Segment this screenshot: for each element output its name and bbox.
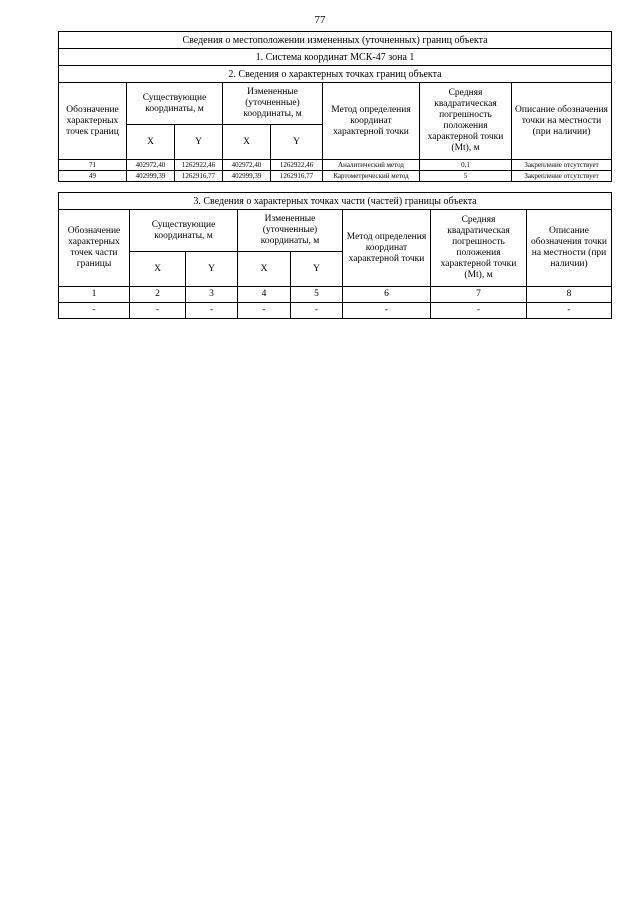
- header-changed-coordinates: Измененные (уточненные) координаты, м: [223, 83, 323, 125]
- column-number: 4: [238, 287, 291, 303]
- cell-empty: -: [59, 303, 130, 319]
- cell-changed-y: 1262916,77: [271, 171, 323, 182]
- cell-changed-y: 1262922,46: [271, 160, 323, 171]
- section-2-title: 2. Сведения о характерных точках границ объекта: [59, 66, 612, 83]
- cell-method: Картометрический метод: [323, 171, 420, 182]
- header-description: Описание обозначения точки на местности (при наличии): [527, 210, 612, 287]
- header-changed-x: X: [223, 125, 271, 160]
- cell-empty: -: [186, 303, 238, 319]
- header-designation: Обозначение характерных точек границ: [59, 83, 127, 160]
- column-number: 8: [527, 287, 612, 303]
- column-number: 7: [431, 287, 527, 303]
- header-existing-y: Y: [186, 252, 238, 287]
- header-changed-y: Y: [291, 252, 343, 287]
- table-row: [59, 303, 612, 319]
- table-row: [59, 160, 612, 171]
- cell-existing-x: 402999,39: [127, 171, 175, 182]
- coordinate-system-row: 1. Система координат МСК-47 зона 1: [59, 49, 612, 66]
- cell-description: Закрепление отсутствует: [512, 160, 612, 171]
- cell-existing-y: 1262916,77: [175, 171, 223, 182]
- header-error: Средняя квадратическая погрешность положения характерной точки (Mt), м: [431, 210, 527, 287]
- header-method: Метод определения координат характерной точки: [323, 83, 420, 160]
- cell-error: 5: [420, 171, 512, 182]
- boundary-part-points-table: [58, 192, 612, 319]
- cell-designation: 49: [59, 171, 127, 182]
- cell-empty: -: [431, 303, 527, 319]
- header-existing-coordinates: Существующие координаты, м: [127, 83, 223, 125]
- cell-changed-x: 402972,40: [223, 160, 271, 171]
- cell-designation: 71: [59, 160, 127, 171]
- cell-changed-x: 402999,39: [223, 171, 271, 182]
- cell-method: Аналитический метод: [323, 160, 420, 171]
- header-error: Средняя квадратическая погрешность положения характерной точки (Mt), м: [420, 83, 512, 160]
- cell-description: Закрепление отсутствует: [512, 171, 612, 182]
- cell-existing-x: 402972,40: [127, 160, 175, 171]
- column-number: 5: [291, 287, 343, 303]
- column-number: 3: [186, 287, 238, 303]
- boundary-points-table: [58, 31, 612, 182]
- table-row: [59, 171, 612, 182]
- section-3-title: 3. Сведения о характерных точках части (частей) границы объекта: [59, 193, 612, 210]
- cell-empty: -: [343, 303, 431, 319]
- header-existing-coordinates: Существующие координаты, м: [130, 210, 238, 252]
- cell-empty: -: [527, 303, 612, 319]
- header-description: Описание обозначения точки на местности (при наличии): [512, 83, 612, 160]
- cell-empty: -: [238, 303, 291, 319]
- column-number: 2: [130, 287, 186, 303]
- cell-error: 0,1: [420, 160, 512, 171]
- header-existing-y: Y: [175, 125, 223, 160]
- column-numbers-row: [59, 287, 612, 303]
- header-changed-y: Y: [271, 125, 323, 160]
- column-number: 1: [59, 287, 130, 303]
- header-existing-x: X: [127, 125, 175, 160]
- page-number: 77: [314, 14, 326, 26]
- header-changed-x: X: [238, 252, 291, 287]
- header-designation: Обозначение характерных точек части границы: [59, 210, 130, 287]
- cell-empty: -: [130, 303, 186, 319]
- cell-existing-y: 1262922,46: [175, 160, 223, 171]
- table-title: Сведения о местоположении измененных (уточненных) границ объекта: [59, 32, 612, 49]
- cell-empty: -: [291, 303, 343, 319]
- header-existing-x: X: [130, 252, 186, 287]
- header-method: Метод определения координат характерной точки: [343, 210, 431, 287]
- header-changed-coordinates: Измененные (уточненные) координаты, м: [238, 210, 343, 252]
- column-number: 6: [343, 287, 431, 303]
